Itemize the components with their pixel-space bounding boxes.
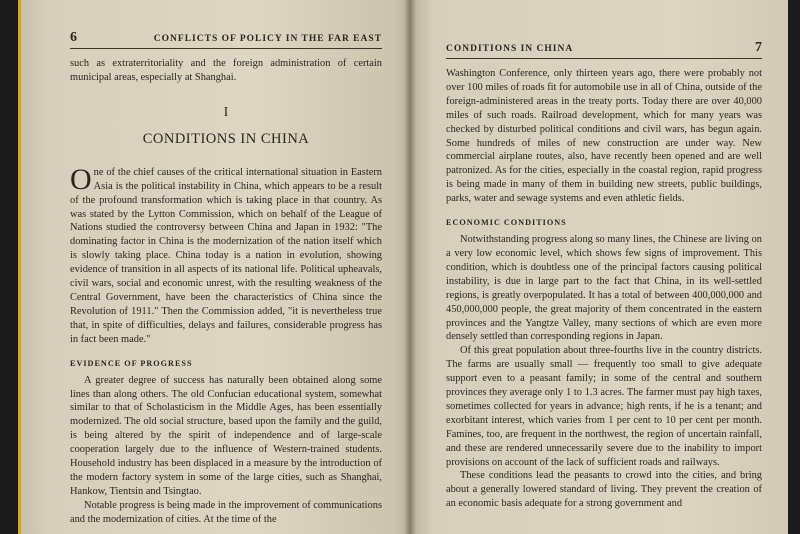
section-subhead: ECONOMIC CONDITIONS: [446, 218, 567, 228]
left-page: [18, 0, 410, 534]
book-edge: [18, 0, 21, 534]
book-gutter: [404, 0, 416, 534]
running-head: CONDITIONS IN CHINA: [446, 44, 574, 54]
page-number: 7: [755, 40, 762, 55]
page-number: 6: [70, 30, 77, 45]
running-head: CONFLICTS OF POLICY IN THE FAR EAST: [153, 34, 382, 44]
paragraph-text: ne of the chief causes of the critical international situation in Eastern Asia is the political instability in China, which appears to be a result of the profound transformation which is taking place in that country. As was stated by the Lytton Commission, which on behalf of the League of Nations studied the controversy between China and Japan in 1932: "The dominating factor in China is the modernization of the nation itself which is slowly taking place. China today is a nation in evolution, showing evidence of transition in all aspects of its national life. Political upheavals, civil wars, social and economic unrest, with the resulting weakness of the Central Government, have been the characteristics of China since the Revolution of 1911." Then the Commission added, "it is nevertheless true that, in spite of difficulties, delays and failures, considerable progress has in fact been made.": [70, 166, 382, 345]
paragraph: Of this great population about three-fourths live in the country districts. The farms are usually small — frequently too small to give adequate support even to a peasant family; in some of the central and southern provinces they average only 1 to 1.3 acres. The farmer must pay high taxes, sometimes collected for years in advance; high rents, if he is a tenant; and exorbitant interest, which varies from 1 per cent to 10 per cent per month. Famines, too, are frequent in the northwest, the region of uncertain rainfall, and these are rendered unnecessarily severe due to the inability to import provisions on account of the lack of sufficient roads and railways.: [446, 345, 762, 468]
paragraph: These conditions lead the peasants to crowd into the cities, and bring about a generally lowered standard of living. They prevent the creation of an economic basis adequate for a strong government and: [446, 470, 762, 510]
paragraph: A greater degree of success has naturally been obtained along some lines than along others. The old Confucian educational system, somewhat similar to that of Scholasticism in the Middle Ages, has been essentially modernized. The old social structure, based upon the family and the guild, is being altered by the spirit of independence and of large-scale cooperation largely due to the influence of Western-trained students. Household industry has been displaced in a measure by the introduction of the modern factory system in some of the large cities, such as Shanghai, Hankow, Tientsin and Tsingtao.: [70, 374, 382, 497]
paragraph: Notable progress is being made in the improvement of communications and the modernization of cities. At the time of the: [70, 499, 382, 525]
section-subhead: EVIDENCE OF PROGRESS: [70, 358, 193, 368]
continued-paragraph: such as extraterritoriality and the foreign administration of certain municipal areas, especially at Shanghai.: [70, 58, 382, 83]
paragraph: Notwithstanding progress along so many lines, the Chinese are living on a very low economic level, which shows few signs of improvement. This condition, which is doubtless one of the principal factors causing political instability, is due in large part to the fact that China, in its well-settled regions, is greatly overpopulated. It has a total of between 400,000,000 and 450,000,000 people, the great majority of them concentrated in the eastern provinces and the Yangtze Valley, many sections of which are even more densely settled than corresponding regions in Japan.: [446, 234, 762, 343]
section-numeral: I: [223, 104, 229, 120]
right-page: [410, 0, 788, 534]
chapter-title: CONDITIONS IN CHINA: [142, 130, 310, 147]
paragraph: Washington Conference, only thirteen years ago, there were probably not over 100 miles of roads fit for automobile use in all of China, outside of the foreign-administered areas in the treaty ports. Today there are over 40,000 miles of such roads. Railroad development, which for many years was checked by disturbed political conditions and civil wars, has begun again. Some hundreds of miles of new construction are under way. New commercial airplane routes, also, have recently been opened and are well patronized. As for the cities, especially in the coastal region, rapid progress is being made in many of them in building new streets, public buildings, parks, water and sewage systems and even athletic fields.: [446, 68, 762, 205]
right-page-header: [446, 40, 762, 59]
paragraph: [70, 162, 382, 347]
left-page-header: [70, 30, 382, 49]
drop-cap: O: [70, 162, 92, 196]
